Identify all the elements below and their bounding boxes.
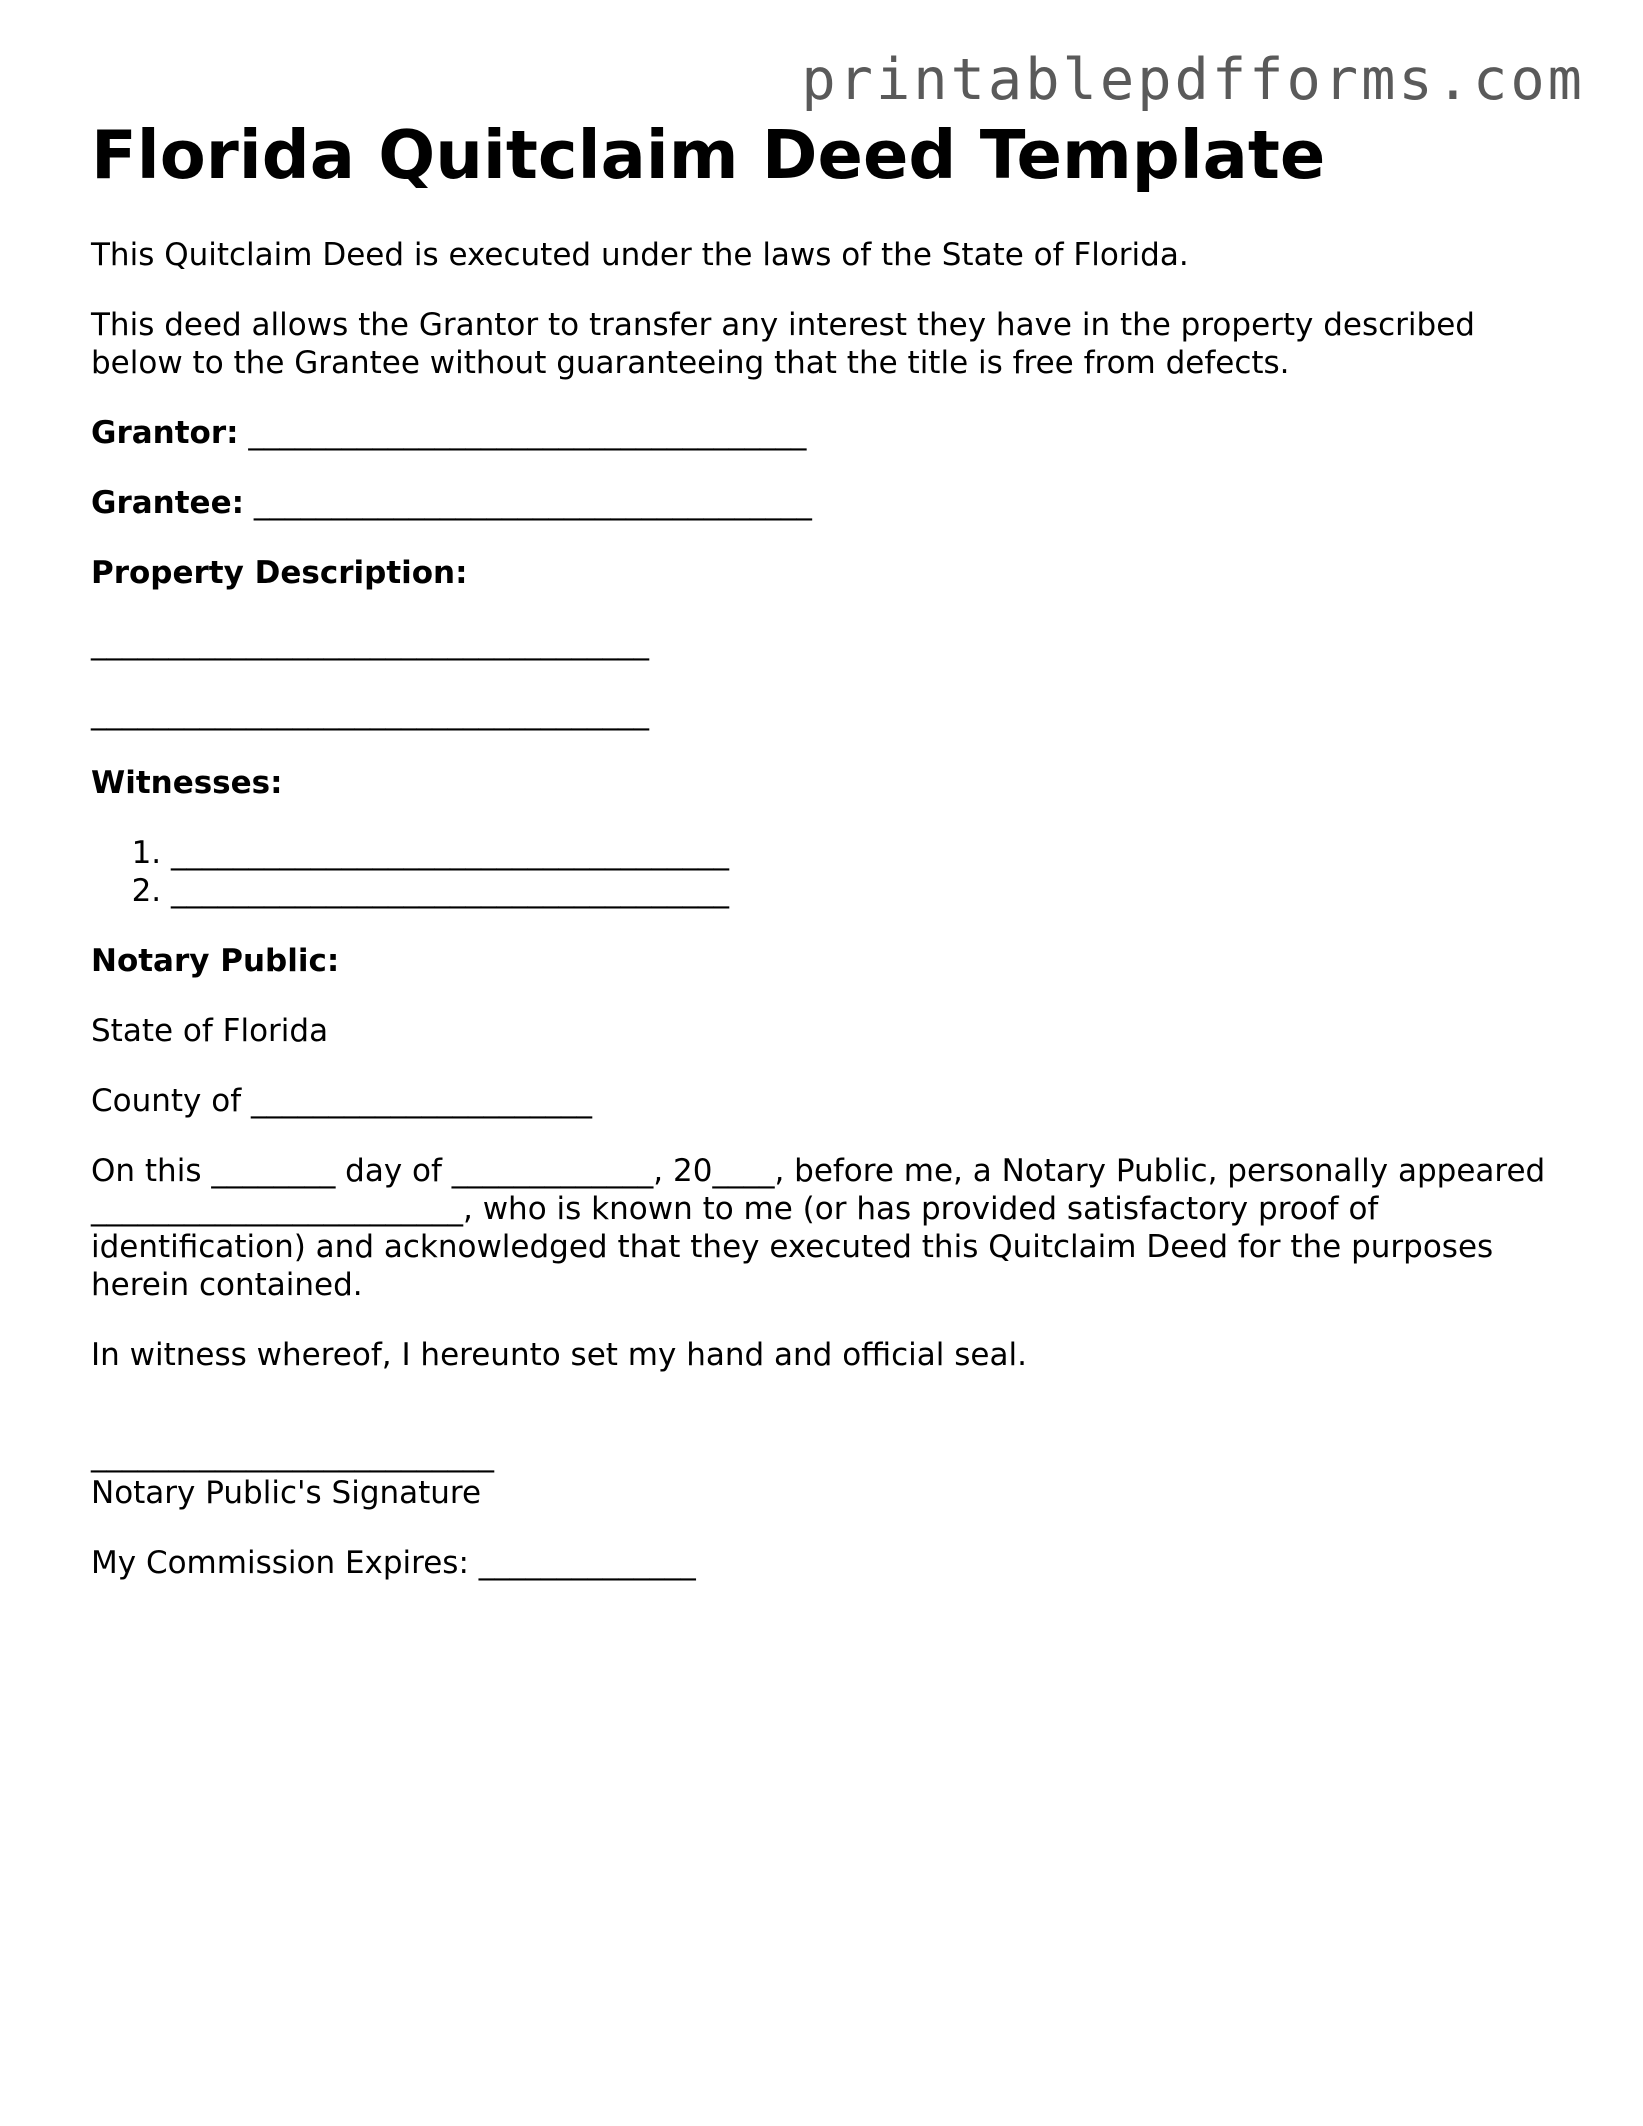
grantor-field bbox=[91, 414, 1561, 452]
grantee-label: Grantee: bbox=[91, 485, 244, 522]
watermark: printablepdfforms.com bbox=[801, 47, 1585, 113]
grantor-blank[interactable]: ____________________________________ bbox=[248, 415, 807, 452]
witness-item-2[interactable]: 2. ____________________________________ bbox=[171, 872, 1561, 910]
property-description-blank-1[interactable]: ____________________________________ bbox=[91, 625, 649, 662]
notary-public-label: Notary Public: bbox=[91, 943, 340, 980]
page-title: Florida Quitclaim Deed Template bbox=[91, 116, 1326, 194]
witness-item-1[interactable]: 1. ____________________________________ bbox=[171, 834, 1561, 872]
grantee-blank[interactable]: ____________________________________ bbox=[253, 485, 812, 522]
property-description-blank-2[interactable]: ____________________________________ bbox=[91, 695, 649, 732]
notary-county[interactable]: County of ______________________ bbox=[91, 1083, 592, 1120]
intro-line-2: This deed allows the Grantor to transfer any interest they have in the property described below to the Grantee without guaranteeing that the title is free from defects. bbox=[91, 307, 1475, 382]
notary-state: State of Florida bbox=[91, 1013, 329, 1050]
notary-witness-statement: In witness whereof, I hereunto set my hand and official seal. bbox=[91, 1337, 1027, 1374]
commission-expires[interactable]: My Commission Expires: ______________ bbox=[91, 1545, 696, 1582]
witnesses-list bbox=[91, 834, 1561, 910]
grantee-field bbox=[91, 484, 1561, 522]
property-description-label: Property Description: bbox=[91, 555, 468, 592]
witnesses-label: Witnesses: bbox=[91, 765, 283, 802]
intro-line-1: This Quitclaim Deed is executed under the laws of the State of Florida. bbox=[91, 237, 1189, 274]
document-page bbox=[91, 117, 1561, 1614]
notary-acknowledgment: On this ________ day of _____________, 20____, before me, a Notary Public, personally appeared ________________________, who is known to me (or has provided satisfactory proof of identification) and acknowledged that they executed this Quitclaim Deed for the purposes herein contained. bbox=[91, 1153, 1546, 1304]
notary-signature-line[interactable]: __________________________ bbox=[91, 1437, 494, 1474]
grantor-label: Grantor: bbox=[91, 415, 239, 452]
notary-signature-label: Notary Public's Signature bbox=[91, 1475, 482, 1512]
